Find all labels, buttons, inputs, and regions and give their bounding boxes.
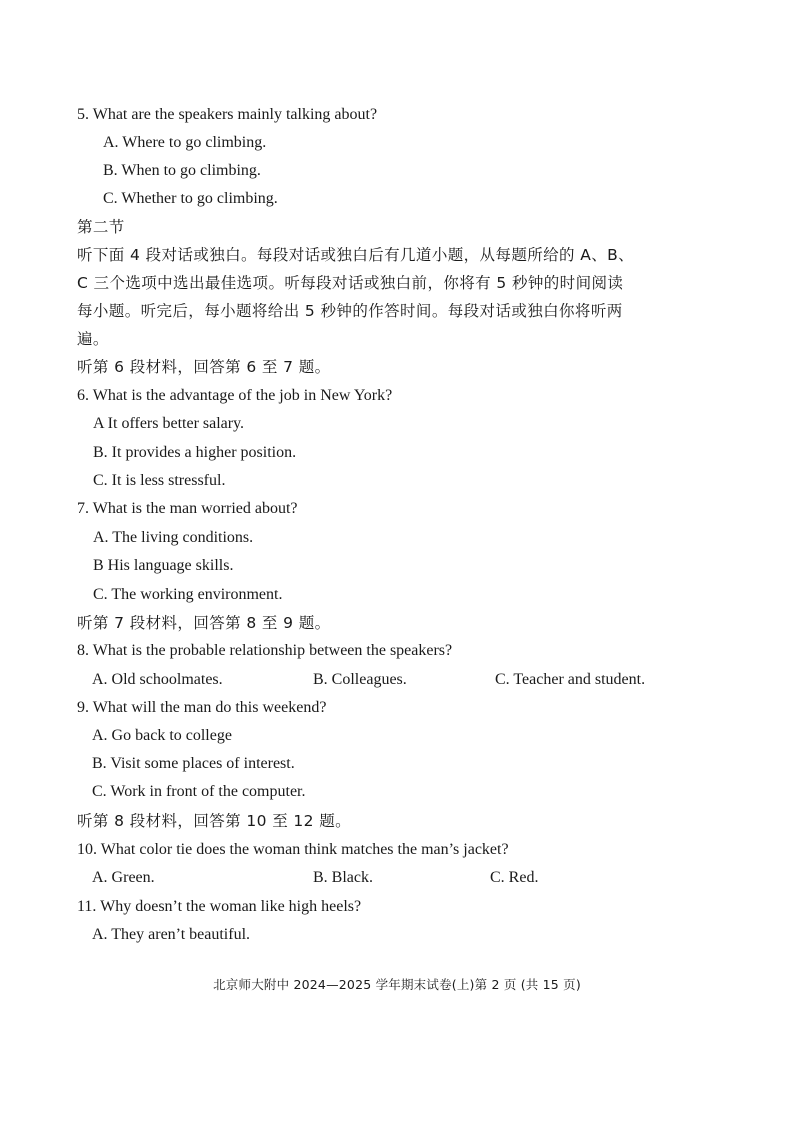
question-6-option-a: A It offers better salary.	[93, 415, 245, 432]
section-instructions-line-3: 每小题。听完后，每小题将给出 5 秒钟的作答时间。每段对话或独白你将听两	[77, 302, 623, 320]
question-7-option-b: B His language skills.	[93, 557, 234, 574]
question-10-option-a: A. Green.	[92, 869, 155, 886]
question-10-stem: 10. What color tie does the woman think matches the man’s jacket?	[77, 841, 509, 858]
section-heading: 第二节	[77, 218, 125, 236]
question-10-option-b: B. Black.	[313, 869, 373, 886]
page-footer: 北京师大附中 2024—2025 学年期末试卷(上)第 2 页 (共 15 页)	[213, 977, 581, 992]
section-instructions-line-1: 听下面 4 段对话或独白。每段对话或独白后有几道小题，从每题所给的 A、B、	[77, 246, 635, 264]
question-5-option-a: A. Where to go climbing.	[103, 134, 267, 151]
question-9-option-a: A. Go back to college	[92, 727, 232, 744]
question-11-stem: 11. Why doesn’t the woman like high heels?	[77, 898, 362, 915]
material-8-label: 听第 8 段材料，回答第 10 至 12 题。	[77, 812, 352, 830]
question-5-option-c: C. Whether to go climbing.	[103, 190, 278, 207]
question-6-option-b: B. It provides a higher position.	[93, 444, 297, 461]
question-10-option-c: C. Red.	[490, 869, 539, 886]
question-8-option-b: B. Colleagues.	[313, 671, 407, 688]
question-9-option-b: B. Visit some places of interest.	[92, 755, 295, 772]
question-5-stem: 5. What are the speakers mainly talking about?	[77, 106, 378, 123]
section-instructions-line-2: C 三个选项中选出最佳选项。听每段对话或独白前，你将有 5 秒钟的时间阅读	[77, 274, 624, 292]
question-8-stem: 8. What is the probable relationship between the speakers?	[77, 642, 453, 659]
material-7-label: 听第 7 段材料，回答第 8 至 9 题。	[77, 614, 331, 632]
question-9-stem: 9. What will the man do this weekend?	[77, 699, 327, 716]
question-6-option-c: C. It is less stressful.	[93, 472, 226, 489]
section-instructions-line-4: 遍。	[77, 330, 109, 348]
question-7-stem: 7. What is the man worried about?	[77, 500, 298, 517]
question-8-option-a: A. Old schoolmates.	[92, 671, 223, 688]
material-6-label: 听第 6 段材料，回答第 6 至 7 题。	[77, 358, 331, 376]
question-11-option-a: A. They aren’t beautiful.	[92, 926, 251, 943]
question-7-option-c: C. The working environment.	[93, 586, 283, 603]
question-9-option-c: C. Work in front of the computer.	[92, 783, 306, 800]
question-5-option-b: B. When to go climbing.	[103, 162, 261, 179]
question-6-stem: 6. What is the advantage of the job in New York?	[77, 387, 393, 404]
question-7-option-a: A. The living conditions.	[93, 529, 254, 546]
question-8-option-c: C. Teacher and student.	[495, 671, 646, 688]
